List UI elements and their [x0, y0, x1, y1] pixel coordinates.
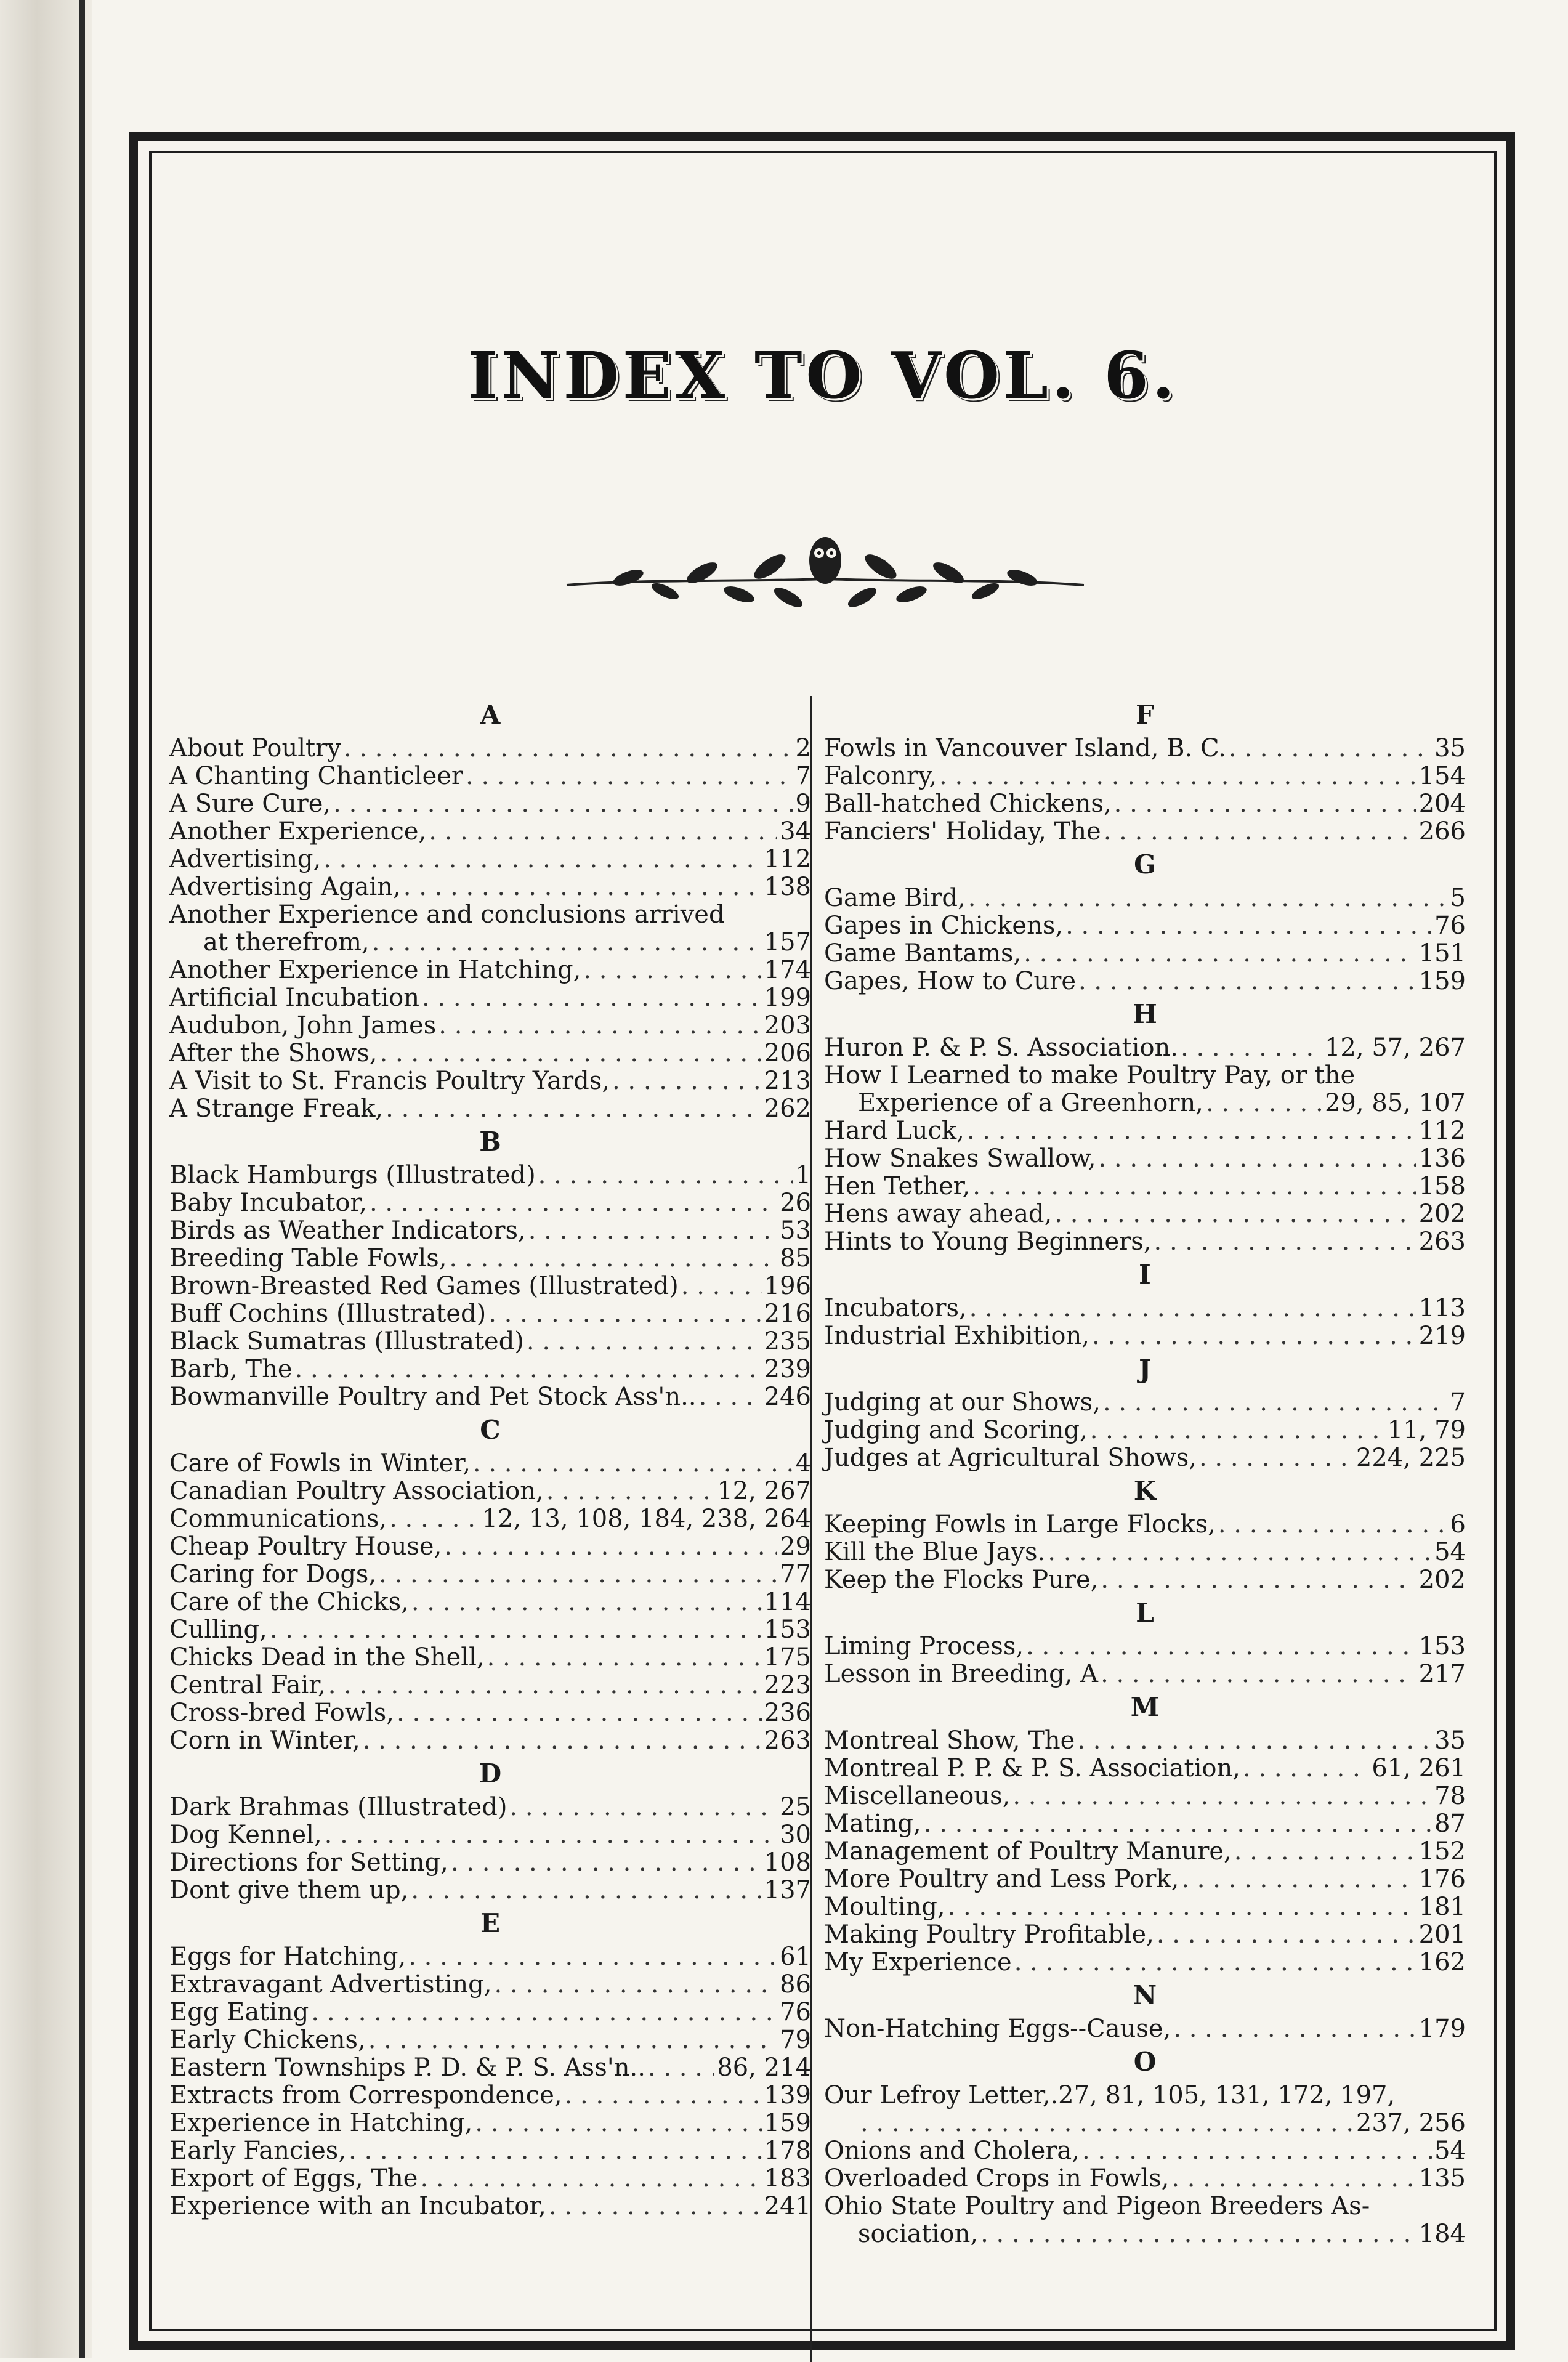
index-entry: Fowls in Vancouver Island, B. C. . . . 35: [824, 735, 1466, 762]
index-entry: Onions and Cholera, . . . 54: [824, 2137, 1466, 2165]
index-entry: Incubators, . . . 113: [824, 1295, 1466, 1322]
index-entry: Care of Fowls in Winter, . . . 4: [169, 1450, 811, 1478]
index-entry: Liming Process, . . . 153: [824, 1633, 1466, 1660]
section-letter: H: [1133, 999, 1157, 1029]
index-entry: Black Hamburgs (Illustrated) . . . 1: [169, 1162, 811, 1189]
index-entry: sociation, . . . 184: [824, 2220, 1466, 2248]
index-entry: Black Sumatras (Illustrated) . . . 235: [169, 1328, 811, 1356]
index-entry: After the Shows, . . . 206: [169, 1040, 811, 1067]
section-letter: N: [1133, 1980, 1157, 2010]
index-entry: Huron P. & P. S. Association. . . . 12, 57, 267: [824, 1034, 1466, 1062]
index-column-right: [824, 696, 1466, 2248]
section-letter: D: [479, 1758, 502, 1789]
index-entry: Chicks Dead in the Shell, . . . 175: [169, 1644, 811, 1672]
index-entry: A Strange Freak, . . . 262: [169, 1095, 811, 1123]
index-entry: Lesson in Breeding, A . . . 217: [824, 1660, 1466, 1688]
section-letter: A: [480, 700, 501, 730]
section-letter: M: [1130, 1692, 1160, 1722]
index-entry: Keep the Flocks Pure, . . . 202: [824, 1566, 1466, 1594]
index-entry: Another Experience, . . . 34: [169, 818, 811, 846]
index-entry: Audubon, John James . . . 203: [169, 1012, 811, 1040]
index-entry: Barb, The . . . 239: [169, 1356, 811, 1383]
index-entry: About Poultry . . . 2: [169, 735, 811, 762]
index-entry: Moulting, . . . 181: [824, 1893, 1466, 1921]
index-entry: A Chanting Chanticleer . . . 7: [169, 762, 811, 790]
index-entry: Overloaded Crops in Fowls, . . . 135: [824, 2165, 1466, 2193]
index-entry: Breeding Table Fowls, . . . 85: [169, 1245, 811, 1272]
index-entry: Culling, . . . 153: [169, 1616, 811, 1644]
index-entry: Experience in Hatching, . . . 159: [169, 2109, 811, 2137]
section-letter: E: [480, 1908, 500, 1938]
index-entry: Early Fancies, . . . 178: [169, 2137, 811, 2165]
index-entry: Dark Brahmas (Illustrated) . . . 25: [169, 1794, 811, 1821]
index-entry: Management of Poultry Manure, . . . 152: [824, 1838, 1466, 1866]
index-entry: Advertising Again, . . . 138: [169, 873, 811, 901]
index-entry: . . . 237, 256: [824, 2109, 1466, 2137]
index-entry: Industrial Exhibition, . . . 219: [824, 1322, 1466, 1350]
index-entry: Judges at Agricultural Shows, . . . 224, 225: [824, 1444, 1466, 1472]
section-letter: C: [480, 1415, 501, 1445]
index-entry: My Experience . . . 162: [824, 1949, 1466, 1976]
index-entry: Communications, . . . 12, 13, 108, 184, 238, 264: [169, 1505, 811, 1533]
owl-foliage-ornament-icon: [554, 517, 1096, 628]
index-entry: Cross-bred Fowls, . . . 236: [169, 1699, 811, 1727]
index-entry: Eastern Townships P. D. & P. S. Ass'n.. . . . 86, 214: [169, 2054, 811, 2082]
index-entry-line: Another Experience and conclusions arrived: [169, 900, 725, 929]
section-letter: I: [1139, 1260, 1151, 1290]
index-entry: More Poultry and Less Pork, . . . 176: [824, 1866, 1466, 1893]
index-entry: Eggs for Hatching, . . . 61: [169, 1943, 811, 1971]
index-entry: Corn in Winter, . . . 263: [169, 1727, 811, 1755]
index-entry: Kill the Blue Jays. . . . 54: [824, 1539, 1466, 1566]
index-entry: at therefrom, . . . 157: [169, 929, 811, 957]
index-entry: Early Chickens, . . . 79: [169, 2026, 811, 2054]
index-entry: Bowmanville Poultry and Pet Stock Ass'n.. . . . 246: [169, 1383, 811, 1411]
index-entry: Care of the Chicks, . . . 114: [169, 1588, 811, 1616]
index-entry: Baby Incubator, . . . 26: [169, 1189, 811, 1217]
index-entry: Gapes, How to Cure . . . 159: [824, 968, 1466, 995]
index-entry: Judging and Scoring, . . . 11, 79: [824, 1417, 1466, 1444]
index-entry: A Sure Cure, . . . 9: [169, 790, 811, 818]
index-entry: Falconry, . . . 154: [824, 762, 1466, 790]
index-entry: Hen Tether, . . . 158: [824, 1173, 1466, 1200]
index-entry: Experience of a Greenhorn, . . . 29, 85, 107: [824, 1090, 1466, 1117]
index-entry: Dog Kennel, . . . 30: [169, 1821, 811, 1849]
index-entry: Gapes in Chickens, . . . 76: [824, 912, 1466, 940]
section-letter: F: [1136, 700, 1154, 730]
index-entry: Montreal Show, The . . . 35: [824, 1727, 1466, 1755]
index-entry: Cheap Poultry House, . . . 29: [169, 1533, 811, 1561]
section-letter: L: [1136, 1598, 1154, 1628]
index-entry: Mating, . . . 87: [824, 1810, 1466, 1838]
index-entry: Keeping Fowls in Large Flocks, . . . 6: [824, 1511, 1466, 1539]
index-entry: Birds as Weather Indicators, . . . 53: [169, 1217, 811, 1245]
index-entry: Game Bird, . . . 5: [824, 884, 1466, 912]
index-entry-line: How I Learned to make Poultry Pay, or the: [824, 1061, 1356, 1090]
section-letter: K: [1133, 1476, 1157, 1506]
index-entry: Extracts from Correspondence, . . . 139: [169, 2082, 811, 2109]
index-entry: Non-Hatching Eggs--Cause, . . . 179: [824, 2015, 1466, 2043]
section-letter: J: [1139, 1354, 1151, 1384]
index-entry: Fanciers' Holiday, The . . . 266: [824, 818, 1466, 846]
index-entry: Judging at our Shows, . . . 7: [824, 1389, 1466, 1417]
index-entry: Buff Cochins (Illustrated) . . . 216: [169, 1300, 811, 1328]
index-entry: Directions for Setting, . . . 108: [169, 1849, 811, 1877]
index-entry: Montreal P. P. & P. S. Association, . . . 61, 261: [824, 1755, 1466, 1782]
index-entry: Brown-Breasted Red Games (Illustrated) . . . 196: [169, 1272, 811, 1300]
index-entry: Hints to Young Beginners, . . . 263: [824, 1228, 1466, 1256]
index-entry: How Snakes Swallow, . . . 136: [824, 1145, 1466, 1173]
index-entry-line: Our Lefroy Letter,.27, 81, 105, 131, 172, 197,: [824, 2081, 1396, 2109]
index-entry: Artificial Incubation . . . 199: [169, 984, 811, 1012]
index-entry: Central Fair, . . . 223: [169, 1672, 811, 1699]
index-entry: Miscellaneous, . . . 78: [824, 1782, 1466, 1810]
index-entry: Ball-hatched Chickens, . . . 204: [824, 790, 1466, 818]
index-entry: Caring for Dogs, . . . 77: [169, 1561, 811, 1588]
index-entry: Export of Eggs, The . . . 183: [169, 2165, 811, 2193]
index-entry: Dont give them up, . . . 137: [169, 1877, 811, 1904]
index-entry: Hens away ahead, . . . 202: [824, 1200, 1466, 1228]
index-entry: A Visit to St. Francis Poultry Yards, . . . 213: [169, 1067, 811, 1095]
index-entry-line: Ohio State Poultry and Pigeon Breeders As-: [824, 2192, 1370, 2220]
section-letter: B: [479, 1126, 501, 1157]
index-entry: Another Experience in Hatching, . . . 174: [169, 957, 811, 984]
index-entry: Extravagant Advertisting, . . . 86: [169, 1971, 811, 1999]
index-entry: Egg Eating . . . 76: [169, 1999, 811, 2026]
binding-edge: [79, 0, 85, 2358]
page-title: INDEX TO VOL. 6.: [467, 338, 1178, 413]
index-entry: Canadian Poultry Association, . . . 12, 267: [169, 1478, 811, 1505]
index-entry: Experience with an Incubator, . . . 241: [169, 2193, 811, 2220]
section-letter: O: [1133, 2047, 1157, 2077]
index-entry: Advertising, . . . 112: [169, 846, 811, 873]
index-column-left: [169, 696, 811, 2220]
index-entry: Hard Luck, . . . 112: [824, 1117, 1466, 1145]
section-letter: G: [1134, 849, 1156, 880]
index-entry: Making Poultry Profitable, . . . 201: [824, 1921, 1466, 1949]
index-entry: Game Bantams, . . . 151: [824, 940, 1466, 968]
